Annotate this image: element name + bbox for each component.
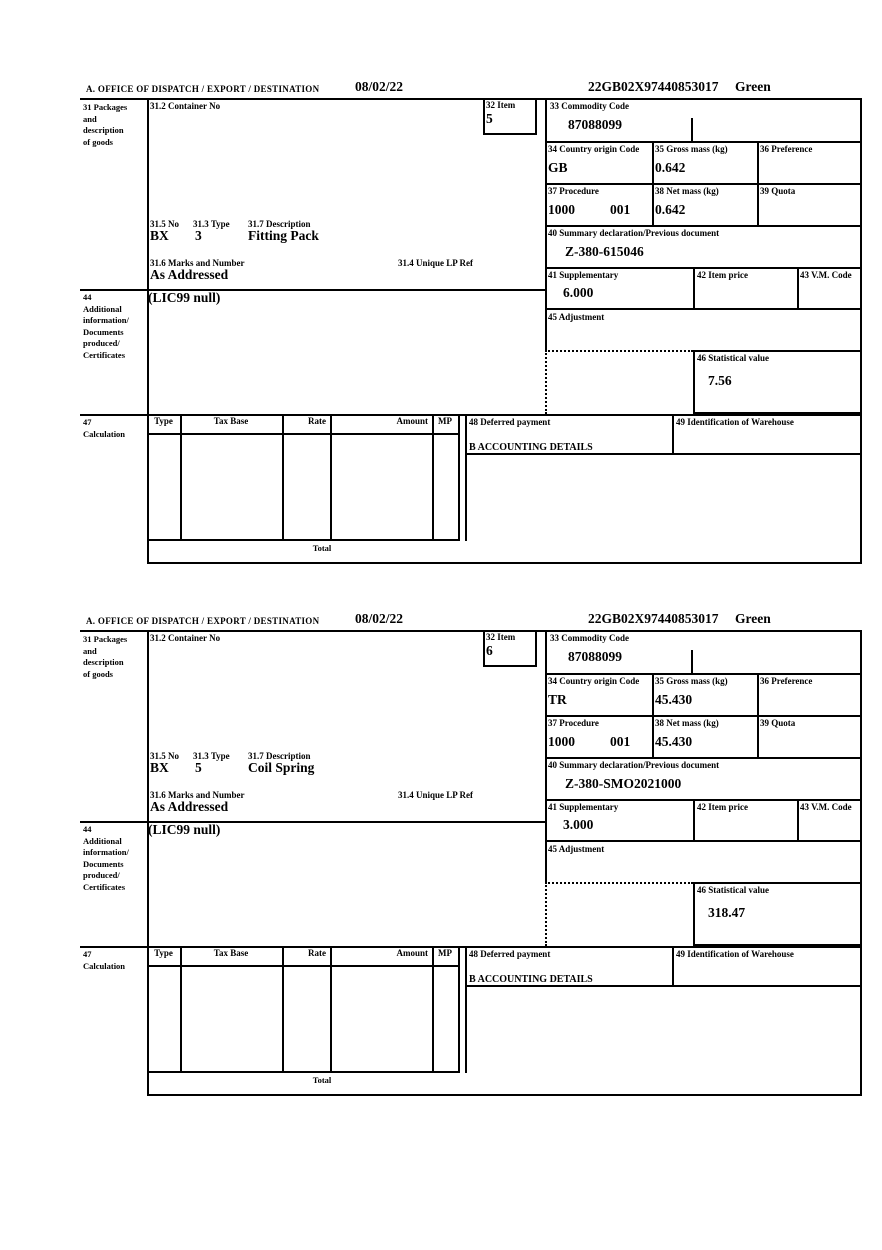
- deferred-payment-label: 48 Deferred payment: [469, 417, 551, 427]
- marks-and-number-value: As Addressed: [150, 799, 229, 814]
- divider: [483, 665, 537, 667]
- supplementary-value: 6.000: [563, 285, 594, 300]
- divider: [483, 630, 485, 667]
- statistical-value-label: 46 Statistical value: [697, 353, 769, 363]
- declaration-item-5-section: [80, 79, 862, 565]
- additional-information-value: (LIC99 null): [148, 290, 221, 305]
- divider: [147, 965, 460, 967]
- packages-type-label: 31.3 Type: [193, 751, 230, 761]
- divider: [458, 946, 460, 1073]
- divider: [797, 267, 799, 310]
- divider: [80, 630, 862, 632]
- divider: [535, 630, 537, 667]
- net-mass-label: 38 Net mass (kg): [655, 718, 719, 728]
- divider: [147, 1094, 862, 1096]
- country-origin-label: 34 Country origin Code: [548, 676, 640, 686]
- box44-additional-info-label: 44 Additional information/ Documents produced/ Certificates: [83, 824, 129, 892]
- divider: [330, 946, 332, 1073]
- summary-declaration-value: Z-380-615046: [565, 244, 644, 259]
- divider: [693, 799, 695, 842]
- commodity-code-value: 87088099: [568, 117, 622, 132]
- divider: [330, 414, 332, 541]
- additional-information-value: (LIC99 null): [148, 822, 221, 837]
- container-no-label: 31.2 Container No: [150, 633, 221, 643]
- divider: [757, 673, 759, 759]
- box47-calculation-label: 47 Calculation: [83, 949, 126, 971]
- tax-col-rate: Rate: [308, 948, 326, 958]
- marks-and-number-label: 31.6 Marks and Number: [150, 258, 245, 268]
- box31-packages-label: 31 Packages and description of goods: [83, 102, 128, 147]
- accounting-details-label: B ACCOUNTING DETAILS: [469, 442, 593, 453]
- item-price-label: 42 Item price: [697, 802, 748, 812]
- divider: [432, 946, 434, 1073]
- dotted-divider: [545, 350, 693, 352]
- quota-label: 39 Quota: [760, 718, 796, 728]
- divider: [483, 98, 485, 135]
- packages-type-value: 3: [195, 228, 202, 243]
- divider: [693, 350, 862, 352]
- total-label: Total: [312, 1075, 332, 1085]
- item-box-label: 32 Item: [486, 100, 516, 110]
- goods-description-value: Coil Spring: [248, 760, 315, 775]
- tax-col-mp: MP: [438, 416, 452, 426]
- routing-status: Green: [735, 611, 771, 626]
- gross-mass-label: 35 Gross mass (kg): [655, 144, 728, 154]
- divider: [465, 453, 862, 455]
- warehouse-id-label: 49 Identification of Warehouse: [676, 949, 794, 959]
- divider: [545, 799, 862, 801]
- divider: [545, 308, 862, 310]
- packages-no-value: BX: [150, 228, 169, 243]
- section-header: [80, 79, 862, 98]
- sad-item-sheet: [80, 98, 862, 564]
- divider: [545, 141, 862, 143]
- divider: [432, 414, 434, 541]
- warehouse-id-label: 49 Identification of Warehouse: [676, 417, 794, 427]
- divider: [282, 414, 284, 541]
- office-of-dispatch-label: A. OFFICE OF DISPATCH / EXPORT / DESTINATION: [86, 84, 320, 94]
- item-number-value: 5: [486, 111, 493, 126]
- divider: [147, 539, 460, 541]
- tax-col-type: Type: [154, 948, 173, 958]
- goods-description-value: Fitting Pack: [248, 228, 319, 243]
- divider: [147, 98, 149, 564]
- preference-label: 36 Preference: [760, 144, 813, 154]
- procedure-value-2: 001: [610, 734, 631, 749]
- declaration-reference: 22GB02X97440853017: [588, 79, 719, 94]
- divider: [672, 414, 674, 455]
- procedure-label: 37 Procedure: [548, 186, 599, 196]
- divider: [180, 414, 182, 541]
- box31-packages-label: 31 Packages and description of goods: [83, 634, 128, 679]
- net-mass-value: 45.430: [655, 734, 693, 749]
- tax-col-tax-base: Tax Base: [213, 948, 249, 958]
- procedure-value: 1000: [548, 734, 575, 749]
- dotted-divider: [545, 882, 547, 946]
- divider: [545, 715, 862, 717]
- country-origin-value: GB: [548, 160, 568, 175]
- divider: [465, 946, 467, 1073]
- packages-no-label: 31.5 No: [150, 219, 179, 229]
- box44-additional-info-label: 44 Additional information/ Documents produced/ Certificates: [83, 292, 129, 360]
- commodity-code-tick: [691, 650, 693, 674]
- total-label: Total: [312, 543, 332, 553]
- country-origin-value: TR: [548, 692, 567, 707]
- gross-mass-value: 0.642: [655, 160, 686, 175]
- divider: [693, 350, 695, 414]
- tax-col-rate: Rate: [308, 416, 326, 426]
- declaration-reference: 22GB02X97440853017: [588, 611, 719, 626]
- tax-col-amount: Amount: [396, 948, 428, 958]
- divider: [545, 98, 547, 352]
- commodity-code-label: 33 Commodity Code: [550, 101, 629, 111]
- divider: [545, 630, 547, 884]
- gross-mass-label: 35 Gross mass (kg): [655, 676, 728, 686]
- marks-and-number-value: As Addressed: [150, 267, 229, 282]
- declaration-item-6-section: [80, 611, 862, 1097]
- sad-item-sheet: [80, 630, 862, 1096]
- statistical-value-label: 46 Statistical value: [697, 885, 769, 895]
- commodity-code-label: 33 Commodity Code: [550, 633, 629, 643]
- quota-label: 39 Quota: [760, 186, 796, 196]
- divider: [535, 98, 537, 135]
- description-label: 31.7 Description: [248, 219, 311, 229]
- box47-calculation-label: 47 Calculation: [83, 417, 126, 439]
- procedure-value: 1000: [548, 202, 575, 217]
- net-mass-label: 38 Net mass (kg): [655, 186, 719, 196]
- dotted-divider: [545, 350, 547, 414]
- routing-status: Green: [735, 79, 771, 94]
- statistical-value-value: 318.47: [708, 905, 746, 920]
- divider: [545, 757, 862, 759]
- divider: [757, 141, 759, 227]
- description-label: 31.7 Description: [248, 751, 311, 761]
- unique-lp-ref-label: 31.4 Unique LP Ref: [398, 258, 474, 268]
- divider: [465, 985, 862, 987]
- container-no-label: 31.2 Container No: [150, 101, 221, 111]
- divider: [483, 133, 537, 135]
- accounting-details-label: B ACCOUNTING DETAILS: [469, 974, 593, 985]
- summary-declaration-label: 40 Summary declaration/Previous document: [548, 760, 720, 770]
- supplementary-label: 41 Supplementary: [548, 802, 619, 812]
- item-number-value: 6: [486, 643, 493, 658]
- marks-and-number-label: 31.6 Marks and Number: [150, 790, 245, 800]
- dotted-divider: [545, 882, 693, 884]
- divider: [180, 946, 182, 1073]
- tax-col-type: Type: [154, 416, 173, 426]
- divider: [545, 840, 862, 842]
- adjustment-label: 45 Adjustment: [548, 844, 605, 854]
- divider: [545, 183, 862, 185]
- tax-col-mp: MP: [438, 948, 452, 958]
- country-origin-label: 34 Country origin Code: [548, 144, 640, 154]
- divider: [545, 225, 862, 227]
- packages-no-label: 31.5 No: [150, 751, 179, 761]
- supplementary-label: 41 Supplementary: [548, 270, 619, 280]
- commodity-code-tick: [691, 118, 693, 142]
- office-of-dispatch-label: A. OFFICE OF DISPATCH / EXPORT / DESTINATION: [86, 616, 320, 626]
- packages-no-value: BX: [150, 760, 169, 775]
- vm-code-label: 43 V.M. Code: [800, 270, 852, 280]
- supplementary-value: 3.000: [563, 817, 594, 832]
- divider: [147, 562, 862, 564]
- divider: [147, 630, 149, 1096]
- unique-lp-ref-label: 31.4 Unique LP Ref: [398, 790, 474, 800]
- packages-type-value: 5: [195, 760, 202, 775]
- divider: [860, 98, 862, 564]
- declaration-date: 08/02/22: [355, 79, 404, 94]
- declaration-date: 08/02/22: [355, 611, 404, 626]
- procedure-label: 37 Procedure: [548, 718, 599, 728]
- gross-mass-value: 45.430: [655, 692, 693, 707]
- divider: [693, 267, 695, 310]
- divider: [672, 946, 674, 987]
- item-box-label: 32 Item: [486, 632, 516, 642]
- divider: [147, 1071, 460, 1073]
- vm-code-label: 43 V.M. Code: [800, 802, 852, 812]
- divider: [652, 141, 654, 227]
- summary-declaration-value: Z-380-SMO2021000: [565, 776, 682, 791]
- divider: [652, 673, 654, 759]
- commodity-code-value: 87088099: [568, 649, 622, 664]
- tax-col-amount: Amount: [396, 416, 428, 426]
- divider: [282, 946, 284, 1073]
- divider: [545, 267, 862, 269]
- packages-type-label: 31.3 Type: [193, 219, 230, 229]
- item-price-label: 42 Item price: [697, 270, 748, 280]
- divider: [797, 799, 799, 842]
- preference-label: 36 Preference: [760, 676, 813, 686]
- divider: [693, 882, 695, 946]
- divider: [465, 414, 467, 541]
- procedure-value-2: 001: [610, 202, 631, 217]
- section-header: [80, 611, 862, 630]
- divider: [147, 433, 460, 435]
- deferred-payment-label: 48 Deferred payment: [469, 949, 551, 959]
- statistical-value-value: 7.56: [708, 373, 732, 388]
- net-mass-value: 0.642: [655, 202, 686, 217]
- summary-declaration-label: 40 Summary declaration/Previous document: [548, 228, 720, 238]
- adjustment-label: 45 Adjustment: [548, 312, 605, 322]
- divider: [860, 630, 862, 1096]
- divider: [693, 882, 862, 884]
- divider: [458, 414, 460, 541]
- tax-col-tax-base: Tax Base: [213, 416, 249, 426]
- divider: [545, 673, 862, 675]
- divider: [80, 98, 862, 100]
